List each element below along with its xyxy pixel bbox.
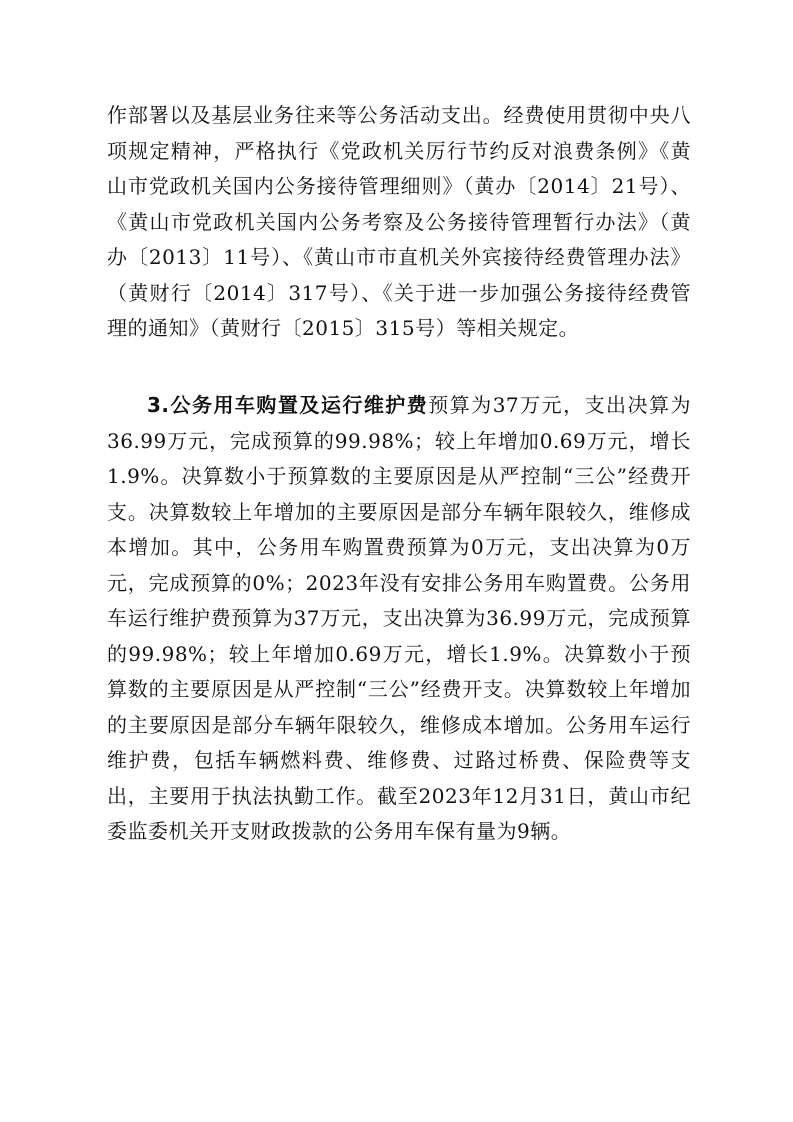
section-heading: 3.公务用车购置及运行维护费 [147,393,429,417]
paragraph-reception-rules [107,98,691,347]
paragraph-text: 作部署以及基层业务往来等公务活动支出。经费使用贯彻中央八项规定精神，严格执行《党政机关厉行节约反对浪费条例》《黄山市党政机关国内公务接待管理细则》（黄办〔2014〕21号）、《黄山市党政机关国内公务考察及公务接待管理暂行办法》（黄办〔2013〕11号）、《黄山市市直机关外宾接待经费管理办法》（黄财行〔2014〕317号）、《关于进一步加强公务接待经费管理的通知》（黄财行〔2015〕315号）等相关规定。 [107,103,691,340]
paragraph-text-wrapper [107,388,691,850]
paragraph-body: 预算为37万元，支出决算为36.99万元，完成预算的99.98%；较上年增加0.69万元，增长1.9%。决算数小于预算数的主要原因是从严控制“三公”经费开支。决算数较上年增加的主要原因是部分车辆年限较久，维修成本增加。其中，公务用车购置费预算为0万元，支出决算为0万元，完成预算的0%；2023年没有安排公务用车购置费。公务用车运行维护费预算为37万元，支出决算为36.99万元，完成预算的99.98%；较上年增加0.69万元，增长1.9%。决算数小于预算数的主要原因是从严控制“三公”经费开支。决算数较上年增加的主要原因是部分车辆年限较久，维修成本增加。公务用车运行维护费，包括车辆燃料费、维修费、过路过桥费、保险费等支出，主要用于执法执勤工作。截至2023年12月31日，黄山市纪委监委机关开支财政拨款的公务用车保有量为9辆。 [107,393,691,843]
paragraph-vehicle-expenses [107,388,691,850]
